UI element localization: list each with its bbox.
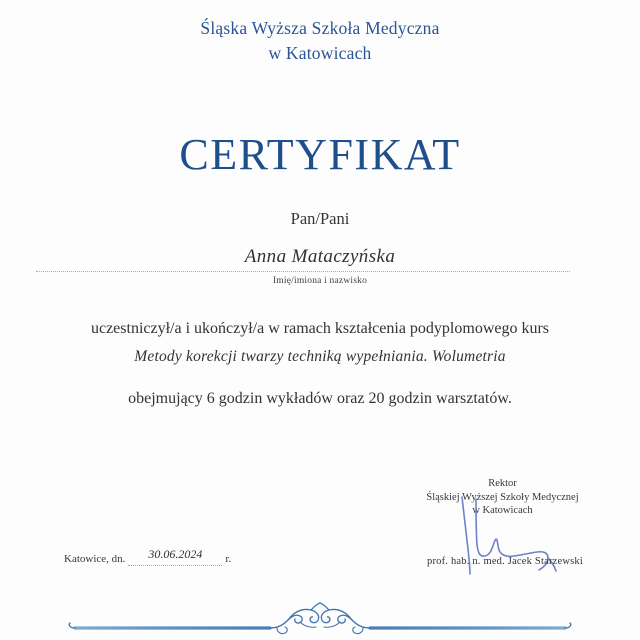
issue-place-label: Katowice, dn. (64, 553, 126, 565)
recipient-name-rule (36, 271, 570, 272)
course-title: Metody korekcji twarzy techniką wypełniania. Wolumetria (134, 348, 506, 365)
institution-name-line-2: w Katowicach (268, 43, 372, 63)
institution-name-line-1: Śląska Wyższa Szkoła Medyczna (200, 18, 440, 38)
signatory-role-block (395, 477, 610, 518)
issue-date-slot (128, 547, 222, 566)
issue-year-suffix: r. (225, 553, 232, 565)
signatory-institution-line-2: w Katowicach (472, 505, 533, 516)
decorative-flourish-divider (0, 598, 640, 640)
signatory-institution-line-1: Śląskiej Wyższej Szkoły Medycznej (426, 491, 579, 503)
salutation-label: Pan/Pani (290, 209, 350, 228)
institution-header (0, 16, 640, 66)
course-hours-statement: obejmujący 6 godzin wykładów oraz 20 godzin warsztatów. (128, 390, 512, 407)
participation-statement: uczestniczył/a i ukończył/a w ramach kształcenia podyplomowego kurs (90, 320, 550, 337)
recipient-name: Anna Mataczyńska (244, 246, 396, 267)
issue-date-value: 30.06.2024 (148, 547, 203, 561)
signatory-name: prof. hab. n. med. Jacek Starzewski (427, 556, 583, 567)
issue-date-block (64, 547, 232, 566)
certificate-title: CERTYFIKAT (179, 130, 461, 179)
recipient-field-caption: Imię/imiona i nazwisko (272, 276, 368, 286)
issue-date-rule (128, 565, 222, 566)
signatory-role: Rektor (488, 478, 517, 489)
